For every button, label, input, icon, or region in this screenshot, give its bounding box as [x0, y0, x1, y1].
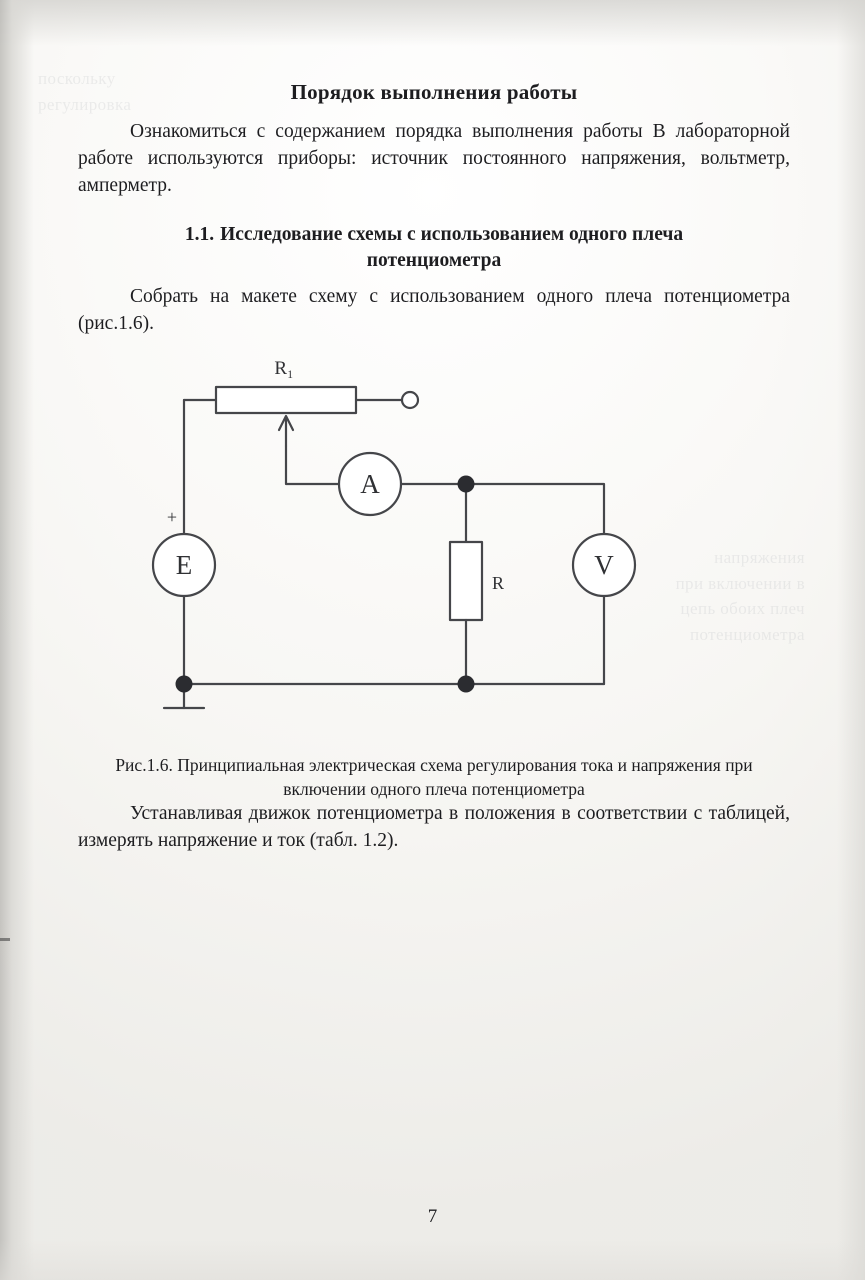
section-paragraph: Собрать на макете схему с использованием одного плеча потенциометра (рис.1.6).: [78, 286, 790, 335]
section-heading: [118, 222, 750, 275]
junction-dot-left: [176, 676, 193, 693]
closing-paragraph: Устанавливая движок потенциометра в положения в соответствии с таблицей, измерять напряжение и ток (табл. 1.2).: [78, 803, 790, 852]
page-shadow-right: [837, 0, 865, 1280]
page-title: Порядок выполнения работы: [290, 80, 578, 104]
resistor-body: [450, 542, 482, 620]
page-edge-mark: [0, 938, 10, 941]
junction-dot-top: [458, 476, 475, 493]
section-heading-text: Исследование схемы с использованием одного плеча потенциометра: [220, 223, 684, 272]
page-number: 7: [427, 1206, 438, 1227]
section-number: 1.1.: [184, 223, 215, 245]
junction-dot-bottom: [458, 676, 475, 693]
figure-caption: Рис.1.6. Принципиальная электрическая схема регулирования тока и напряжения при включении одного плеча потенциометра: [115, 755, 753, 799]
label-resistor: R: [491, 573, 505, 594]
label-source: E: [175, 550, 193, 581]
page-shadow-top: [0, 0, 865, 46]
wire-node-to-voltmeter: [466, 484, 604, 534]
label-ammeter: A: [360, 469, 380, 500]
label-source-polarity: +: [166, 507, 178, 528]
figure-1-6: [78, 360, 790, 801]
wire-wiper-to-ammeter: [286, 446, 339, 484]
intro-paragraph: Ознакомиться с содержанием порядка выполнения работы В лабораторной работе используются приборы: источник постоянного напряжения, вольтметр, амперметр.: [78, 121, 790, 196]
document-body: [78, 62, 790, 861]
circuit-diagram: [124, 360, 744, 740]
open-terminal-symbol: [402, 392, 418, 408]
label-r1: R₁: [274, 360, 294, 380]
potentiometer-body: [216, 387, 356, 413]
page-shadow-bottom: [0, 1240, 865, 1280]
label-voltmeter: V: [594, 550, 614, 581]
page-shadow-left: [0, 0, 34, 1280]
